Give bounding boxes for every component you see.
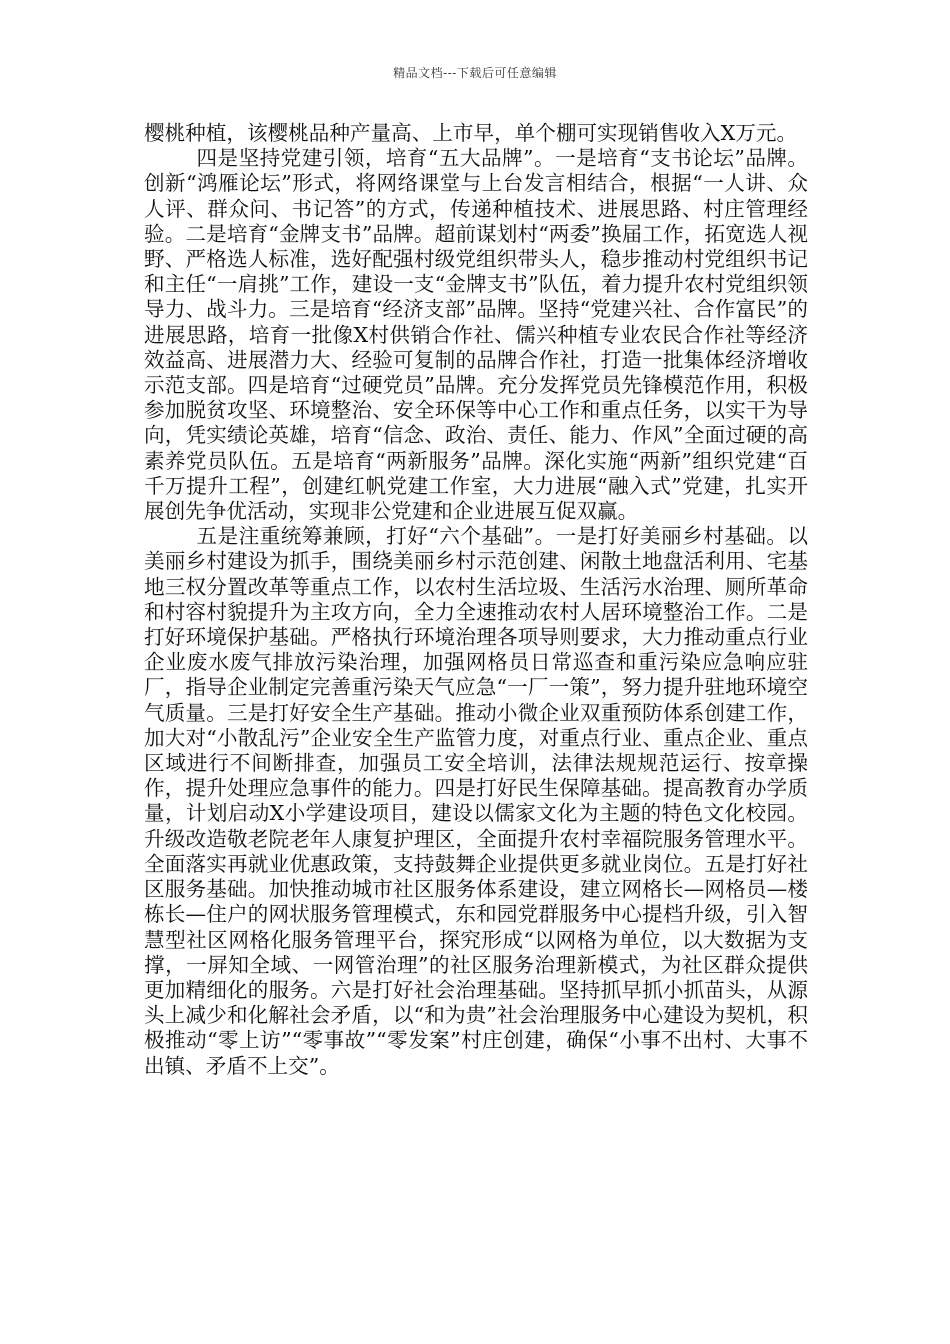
paragraph-continuation: 樱桃种植，该樱桃品种产量高、上市早，单个棚可实现销售收入X万元。 [144,121,798,145]
paragraph-six-foundations: 五是注重统筹兼顾，打好“六个基础”。一是打好美丽乡村基础。以美丽乡村建设为抓手，围绕美丽乡村示范创建、闲散土地盘活利用、宅基地三权分置改革等重点工作，以农村生活垃圾、生活污水治理、厕所革命和村容村貌提升为主攻方向，全力全速推动农村人居环境整治工作。二是打好环境保护基础。严格执行环境治理各项导则要求，大力推动重点行业企业废水废气排放污染治理，加强网格员日常巡查和重污染应急响应驻厂，指导企业制定完善重污染天气应急“一厂一策”，努力提升驻地环境空气质量。三是打好安全生产基础。推动小微企业双重预防体系创建工作，加大对“小散乱污”企业安全生产监管力度，对重点行业、重点企业、重点区域进行不间断排查，加强员工安全培训，法律法规规范运行、按章操作，提升处理应急事件的能力。四是打好民生保障基础。提高教育办学质量，计划启动X小学建设项目，建设以儒家文化为主题的特色文化校园。升级改造敬老院老年人康复护理区，全面提升农村幸福院服务管理水平。全面落实再就业优惠政策，支持鼓舞企业提供更多就业岗位。五是打好社区服务基础。加快推动城市社区服务体系建设，建立网格长—网格员—楼栋长—住户的网状服务管理模式，东和园党群服务中心提档升级，引入智慧型社区网格化服务管理平台，探究形成“以网格为单位，以大数据为支撑，一屏知全域、一网管治理”的社区服务治理新模式，为社区群众提供更加精细化的服务。六是打好社会治理基础。坚持抓早抓小抓苗头，从源头上减少和化解社会矛盾，以“和为贵”社会治理服务中心建设为契机，积极推动“零上访”“零事故”“零发案”村庄创建，确保“小事不出村、大事不出镇、矛盾不上交”。 [144,524,808,1078]
document-body [144,121,808,1079]
page-header: 精品文档---下载后可任意编辑 [393,66,557,80]
paragraph-party-building-brands: 四是坚持党建引领，培育“五大品牌”。一是培育“支书论坛”品牌。创新“鸿雁论坛”形式，将网络课堂与上台发言相结合，根据“一人讲、众人评、群众问、书记答”的方式，传递种植技术、进展思路、村庄管理经验。二是培育“金牌支书”品牌。超前谋划村“两委”换届工作，拓宽选人视野、严格选人标准，选好配强村级党组织带头人，稳步推动村党组织书记和主任“一肩挑”工作，建设一支“金牌支书”队伍，着力提升农村党组织领导力、战斗力。三是培育“经济支部”品牌。坚持“党建兴社、合作富民”的进展思路，培育一批像X村供销合作社、儒兴种植专业农民合作社等经济效益高、进展潜力大、经验可复制的品牌合作社，打造一批集体经济增收示范支部。四是培育“过硬党员”品牌。充分发挥党员先锋模范作用，积极参加脱贫攻坚、环境整治、安全环保等中心工作和重点任务，以实干为导向，凭实绩论英雄，培育“信念、政治、责任、能力、作风”全面过硬的高素养党员队伍。五是培育“两新服务”品牌。深化实施“两新”组织党建“百千万提升工程”，创建红帆党建工作室，大力进展“融入式”党建，扎实开展创先争优活动，实现非公党建和企业进展互促双赢。 [144,146,808,524]
